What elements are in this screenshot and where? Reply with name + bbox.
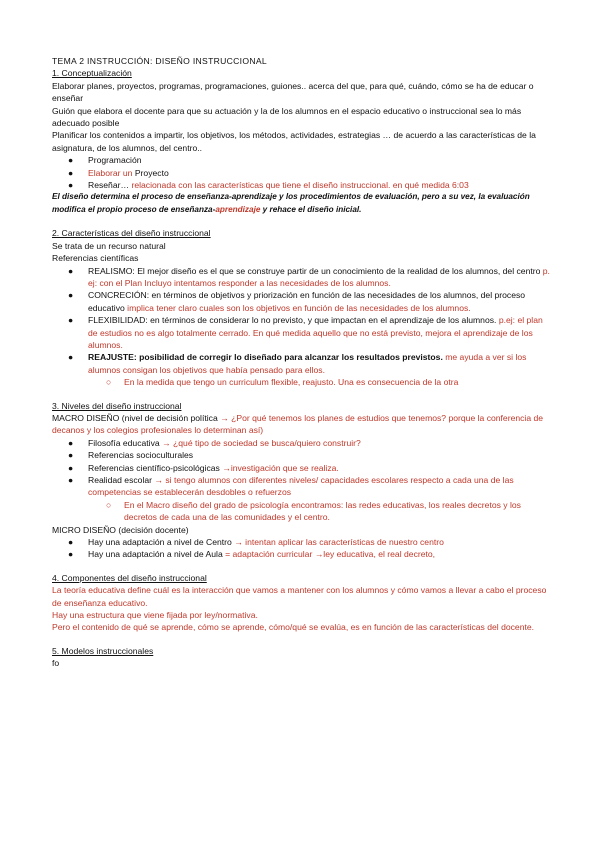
paragraph: Pero el contenido de qué se aprende, cómo se aprende, cómo/qué se evalúa, es en función de las características del docente. [52, 622, 535, 633]
bullet-icon: ● [68, 180, 74, 191]
bullet-icon: ● [68, 462, 74, 473]
section-heading-1: 1. Conceptualización [52, 68, 132, 79]
sub-bullet-icon: ○ [106, 377, 112, 388]
list-item: ● Referencias científico-psicológicas →investigación que se realiza. [68, 462, 339, 473]
micro-design-heading: MICRO DISEÑO (decisión docente) [52, 524, 189, 535]
paragraph: Guión que elabora el docente para que su actuación y la de los alumnos en el espacio educativo o instruccional sea lo más adecuado posible [52, 105, 522, 129]
list-item: ● CONCRECIÓN: en términos de objetivos y priorización en función de las necesidades de los alumnos, del proceso educativo implica tener claro cuales son los objetivos en función de las necesidades de los alumnos. [68, 290, 526, 313]
bullet-list [52, 154, 552, 191]
list-item: ● Programación [68, 155, 142, 166]
paragraph: Hay una estructura que viene fijada por ley/normativa. [52, 610, 258, 621]
bullet-icon: ● [68, 437, 74, 448]
bullet-icon: ● [68, 290, 74, 301]
bullet-icon: ● [68, 537, 74, 548]
paragraph: Se trata de un recurso natural [52, 240, 166, 251]
bullet-icon: ● [68, 475, 74, 485]
bullet-icon: ● [68, 315, 74, 326]
paragraph: Elaborar planes, proyectos, programas, programaciones, guiones.. acerca del que, para qué, cuándo, cómo se ha de educar o enseñar [52, 80, 534, 104]
sub-bullet-icon: ○ [106, 499, 112, 510]
document-title: TEMA 2 INSTRUCCIÓN: DISEÑO INSTRUCCIONAL [52, 56, 267, 66]
paragraph: Planificar los contenidos a impartir, los objetivos, los métodos, actividades, estrategias … de acuerdo a las características de la asignatura, de los alumnos, del centro.. [52, 130, 536, 153]
paragraph: La teoría educativa define cuál es la interacción que vamos a mantener con los alumnos y cómo vamos a llevar a cabo el proceso de enseñanza educativo. [52, 585, 547, 608]
bullet-icon: ● [68, 155, 74, 166]
bullet-icon: ● [68, 450, 74, 461]
bullet-icon: ● [68, 265, 74, 276]
section-heading-4: 4. Componentes del diseño instruccional [52, 572, 207, 583]
paragraph: fo [52, 658, 60, 669]
list-item: ● Realidad escolar → si tengo alumnos con diferentes niveles/ capacidades escolares respecto a cada una de las competencias se establecerán desdobles o refuerzos [68, 475, 514, 498]
section-heading-3: 3. Niveles del diseño instruccional [52, 400, 182, 411]
list-item: ● Filosofía educativa → ¿qué tipo de sociedad se busca/quiero construir? [68, 437, 361, 448]
list-item: ● Referencias socioculturales [68, 450, 194, 461]
emphasis-paragraph: El diseño determina el proceso de enseñanza-aprendizaje y los procedimientos de evaluación, pero a su vez, la evaluación modifica el propio proceso de enseñanza-aprendizaje y rehace el diseño inicial. [52, 192, 530, 214]
bullet-icon: ● [68, 549, 74, 560]
bullet-list [52, 265, 552, 389]
list-item: ● Elaborar un Proyecto [68, 167, 169, 178]
list-item: ● REAJUSTE: posibilidad de corregir lo diseñado para alcanzar los resultados previstos. me ayuda a ver si los alumnos consigan los objetivos que había pensado para ellos. [68, 352, 527, 375]
sub-list-item: ○ En el Macro diseño del grado de psicología encontramos: las redes educativas, los reales decretos y los decretos de cada una de las comunidades y el centro. [106, 499, 521, 523]
section-heading-5: 5. Modelos instruccionales [52, 645, 154, 656]
document-page [52, 55, 552, 670]
list-item: ● FLEXIBILIDAD: en términos de considerar lo no previsto, y que impactan en el aprendizaje de los alumnos. p.ej: el plan de estudios no es algo totalmente cerrado. En qué medida aquello que no está previsto, mejora el aprendizaje de los alumnos. [68, 315, 543, 350]
list-item: ● Hay una adaptación a nivel de Centro → intentan aplicar las características de nuestro centro [68, 537, 444, 548]
bullet-list [52, 536, 552, 561]
macro-design-heading: MACRO DISEÑO (nivel de decisión política → ¿Por qué tenemos los planes de estudios que tenemos? porque la conferencia de decanos y los colegios profesionales lo determinan así) [52, 412, 544, 436]
section-heading-2: 2. Características del diseño instruccional [52, 228, 211, 239]
bullet-icon: ● [68, 167, 74, 178]
bullet-list [52, 437, 552, 524]
list-item: ● Reseñar… relacionada con las características que tiene el diseño instruccional. en qué medida 6:03 [68, 180, 469, 191]
bullet-icon: ● [68, 352, 74, 363]
list-item: ● Hay una adaptación a nivel de Aula = adaptación curricular →ley educativa, el real decreto, [68, 549, 436, 560]
list-item: ● REALISMO: El mejor diseño es el que se construye partir de un conocimiento de la realidad de los alumnos, del centro p. ej: con el Plan Incluyo intentamos responder a las necesidades de los alumnos. [68, 265, 550, 288]
sub-list-item: ○ En la medida que tengo un curriculum flexible, reajusto. Una es consecuencia de la otra [106, 377, 459, 388]
paragraph: Referencias científicas [52, 253, 139, 264]
